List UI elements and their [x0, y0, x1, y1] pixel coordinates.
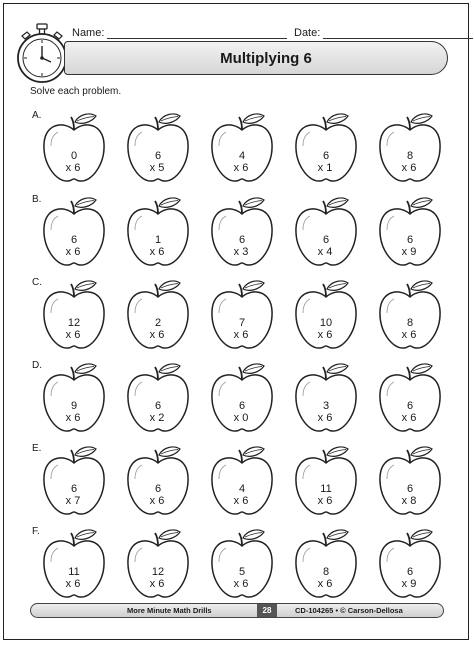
- problem-multiplier: x 6: [233, 495, 249, 507]
- problem-multiplier: x 6: [317, 495, 333, 507]
- multiplication-problem: [38, 150, 110, 174]
- multiplication-problem: [374, 150, 446, 174]
- apple-problem: [122, 192, 194, 272]
- apple-problem: [290, 108, 362, 188]
- problem-multiplier: x 5: [149, 162, 165, 174]
- problem-multiplier: x 6: [401, 162, 417, 174]
- problem-top-number: 0: [70, 150, 78, 162]
- problem-top-number: 11: [320, 483, 332, 495]
- problem-top-number: 7: [238, 317, 246, 329]
- multiplication-problem: [122, 566, 194, 590]
- problem-top-number: 6: [406, 483, 414, 495]
- multiplication-problem: [374, 317, 446, 341]
- apple-problem: [206, 275, 278, 355]
- problem-multiplier: x 6: [317, 578, 333, 590]
- problem-multiplier: x 6: [149, 495, 165, 507]
- multiplication-problem: [290, 317, 362, 341]
- problem-top-number: 6: [406, 566, 414, 578]
- problem-top-number: 6: [154, 483, 162, 495]
- problem-top-number: 5: [238, 566, 246, 578]
- multiplication-problem: [38, 400, 110, 424]
- problem-multiplier: x 6: [401, 412, 417, 424]
- multiplication-problem: [122, 150, 194, 174]
- apple-problem: [38, 192, 110, 272]
- apple-problem: [206, 524, 278, 604]
- instructions: Solve each problem.: [30, 86, 122, 97]
- title-banner: [64, 41, 448, 75]
- multiplication-problem: [206, 234, 278, 258]
- row-label: D.: [32, 360, 42, 371]
- apple-problem: [374, 358, 446, 438]
- multiplication-problem: [290, 483, 362, 507]
- apple-problem: [122, 108, 194, 188]
- page-title: Multiplying 6: [220, 49, 312, 67]
- apple-problem: [122, 441, 194, 521]
- multiplication-problem: [290, 400, 362, 424]
- row-label: F.: [32, 526, 40, 537]
- apple-problem: [122, 524, 194, 604]
- problem-multiplier: x 2: [149, 412, 165, 424]
- problem-top-number: 6: [322, 234, 330, 246]
- problem-multiplier: x 6: [65, 578, 81, 590]
- multiplication-problem: [122, 483, 194, 507]
- multiplication-problem: [374, 566, 446, 590]
- stopwatch-icon: [14, 22, 70, 86]
- problem-multiplier: x 6: [65, 162, 81, 174]
- multiplication-problem: [290, 234, 362, 258]
- apple-problem: [38, 275, 110, 355]
- problem-multiplier: x 6: [233, 329, 249, 341]
- apple-problem: [122, 358, 194, 438]
- apple-problem: [374, 441, 446, 521]
- problem-top-number: 6: [70, 483, 78, 495]
- problem-multiplier: x 6: [233, 578, 249, 590]
- problem-top-number: 6: [406, 400, 414, 412]
- problem-top-number: 10: [319, 317, 333, 329]
- multiplication-problem: [374, 234, 446, 258]
- problem-top-number: 6: [70, 234, 78, 246]
- problem-top-number: 6: [238, 400, 246, 412]
- problem-top-number: 11: [68, 566, 80, 578]
- apple-problem: [206, 441, 278, 521]
- problem-multiplier: x 6: [149, 578, 165, 590]
- apple-problem: [374, 275, 446, 355]
- multiplication-problem: [374, 400, 446, 424]
- multiplication-problem: [206, 566, 278, 590]
- name-field[interactable]: [72, 27, 287, 39]
- row-label: E.: [32, 443, 42, 454]
- multiplication-problem: [122, 317, 194, 341]
- date-label: Date:: [294, 27, 321, 39]
- problem-top-number: 6: [238, 234, 246, 246]
- problem-top-number: 8: [406, 317, 414, 329]
- footer-bar: [30, 603, 444, 618]
- apple-problem: [206, 358, 278, 438]
- apple-problem: [206, 108, 278, 188]
- multiplication-problem: [38, 317, 110, 341]
- problem-top-number: 4: [238, 150, 246, 162]
- apple-problem: [374, 192, 446, 272]
- problem-multiplier: x 6: [149, 246, 165, 258]
- product-code: CD-104265 • © Carson-Dellosa: [295, 606, 403, 615]
- apple-problem: [290, 358, 362, 438]
- multiplication-problem: [38, 566, 110, 590]
- multiplication-problem: [290, 150, 362, 174]
- apple-problem: [290, 275, 362, 355]
- apple-problem: [38, 108, 110, 188]
- problem-top-number: 9: [70, 400, 78, 412]
- problem-multiplier: x 6: [401, 329, 417, 341]
- multiplication-problem: [374, 483, 446, 507]
- row-label: C.: [32, 277, 42, 288]
- problem-top-number: 4: [238, 483, 246, 495]
- multiplication-problem: [206, 317, 278, 341]
- problem-multiplier: x 6: [65, 246, 81, 258]
- problem-multiplier: x 6: [317, 412, 333, 424]
- multiplication-problem: [38, 483, 110, 507]
- problem-top-number: 12: [151, 566, 165, 578]
- apple-problem: [38, 441, 110, 521]
- problem-top-number: 6: [322, 150, 330, 162]
- row-label: B.: [32, 194, 42, 205]
- multiplication-problem: [38, 234, 110, 258]
- problem-top-number: 6: [154, 150, 162, 162]
- problem-top-number: 12: [67, 317, 81, 329]
- multiplication-problem: [206, 483, 278, 507]
- problem-multiplier: x 8: [401, 495, 417, 507]
- problem-multiplier: x 6: [233, 162, 249, 174]
- page-number: 28: [257, 604, 277, 617]
- apple-problem: [206, 192, 278, 272]
- apple-problem: [374, 108, 446, 188]
- multiplication-problem: [206, 150, 278, 174]
- problem-top-number: 8: [406, 150, 414, 162]
- row-label: A.: [32, 110, 42, 121]
- problem-multiplier: x 6: [317, 329, 333, 341]
- problem-multiplier: x 9: [401, 246, 417, 258]
- problem-multiplier: x 7: [65, 495, 81, 507]
- apple-problem: [290, 441, 362, 521]
- problem-top-number: 6: [154, 400, 162, 412]
- multiplication-problem: [290, 566, 362, 590]
- problem-multiplier: x 1: [317, 162, 333, 174]
- problem-top-number: 1: [154, 234, 162, 246]
- problem-multiplier: x 6: [149, 329, 165, 341]
- name-label: Name:: [72, 27, 105, 39]
- date-field[interactable]: [294, 27, 473, 39]
- problem-top-number: 2: [154, 317, 162, 329]
- problem-multiplier: x 6: [65, 329, 81, 341]
- multiplication-problem: [122, 400, 194, 424]
- date-line[interactable]: [323, 27, 473, 39]
- multiplication-problem: [206, 400, 278, 424]
- problem-multiplier: x 6: [65, 412, 81, 424]
- problem-top-number: 6: [406, 234, 414, 246]
- apple-problem: [290, 192, 362, 272]
- name-line[interactable]: [107, 27, 287, 39]
- multiplication-problem: [122, 234, 194, 258]
- problem-multiplier: x 0: [233, 412, 249, 424]
- apple-problem: [38, 524, 110, 604]
- apple-problem: [38, 358, 110, 438]
- problem-multiplier: x 3: [233, 246, 249, 258]
- apple-problem: [122, 275, 194, 355]
- apple-problem: [290, 524, 362, 604]
- problem-top-number: 3: [322, 400, 330, 412]
- problem-multiplier: x 9: [401, 578, 417, 590]
- book-title: More Minute Math Drills: [127, 606, 212, 615]
- apple-problem: [374, 524, 446, 604]
- problem-top-number: 8: [322, 566, 330, 578]
- problem-multiplier: x 4: [317, 246, 333, 258]
